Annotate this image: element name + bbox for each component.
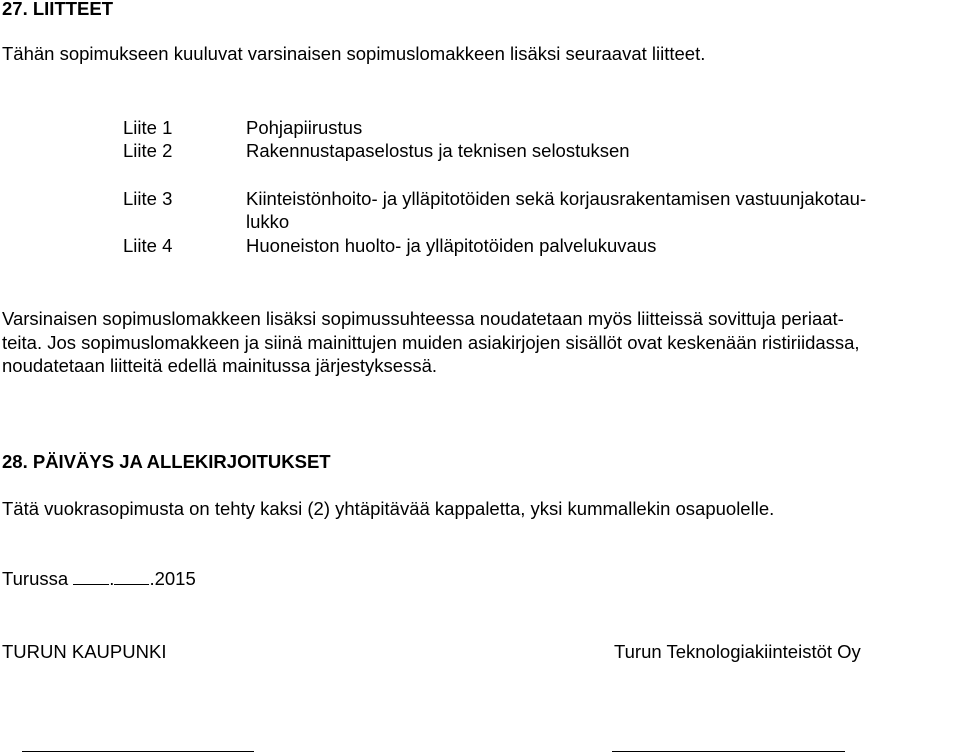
date-separator: . xyxy=(109,568,115,589)
signature-line-right[interactable] xyxy=(612,751,845,752)
attachment-title: Huoneiston huolto- ja ylläpitotöiden palvelukuvaus xyxy=(246,235,657,256)
month-blank[interactable] xyxy=(114,568,149,585)
attachment-label: Liite 1 xyxy=(123,117,173,138)
section-27-heading: 27. LIITTEET xyxy=(2,0,114,19)
attachment-title: Rakennustapaselostus ja teknisen selostuksen xyxy=(246,140,630,161)
attachment-label: Liite 3 xyxy=(123,188,173,209)
attachment-label: Liite 4 xyxy=(123,235,173,256)
attachment-title-continuation: lukko xyxy=(246,211,290,232)
place-name: Turussa xyxy=(2,568,69,589)
attachments-intro: Tähän sopimukseen kuuluvat varsinaisen sopimuslomakkeen lisäksi seuraavat liitteet. xyxy=(2,43,706,64)
date-year: .2015 xyxy=(149,568,196,589)
attachment-label: Liite 2 xyxy=(123,140,173,161)
signature-line-left[interactable] xyxy=(22,751,254,752)
copies-statement: Tätä vuokrasopimusta on tehty kaksi (2) yhtäpitävää kappaletta, yksi kummallekin osapuolelle. xyxy=(2,498,775,519)
attachment-title: Kiinteistönhoito- ja ylläpitotöiden sekä korjausrakentamisen vastuunjakotau- xyxy=(246,188,867,209)
attachment-title: Pohjapiirustus xyxy=(246,117,363,138)
party-right-name: Turun Teknologiakiinteistöt Oy xyxy=(614,641,861,662)
party-left-name: TURUN KAUPUNKI xyxy=(2,641,167,662)
place-date-line xyxy=(2,567,196,590)
paragraph-line: teita. Jos sopimuslomakkeen ja siinä mainittujen muiden asiakirjojen sisällöt ovat keskenään ristiriidassa, xyxy=(2,332,860,353)
day-blank[interactable] xyxy=(73,568,109,585)
section-28-heading: 28. PÄIVÄYS JA ALLEKIRJOITUKSET xyxy=(2,451,331,472)
paragraph-line: noudatetaan liitteitä edellä mainitussa järjestyksessä. xyxy=(2,355,437,376)
paragraph-line: Varsinaisen sopimuslomakkeen lisäksi sopimussuhteessa noudatetaan myös liitteissä sovittuja periaat- xyxy=(2,308,844,329)
